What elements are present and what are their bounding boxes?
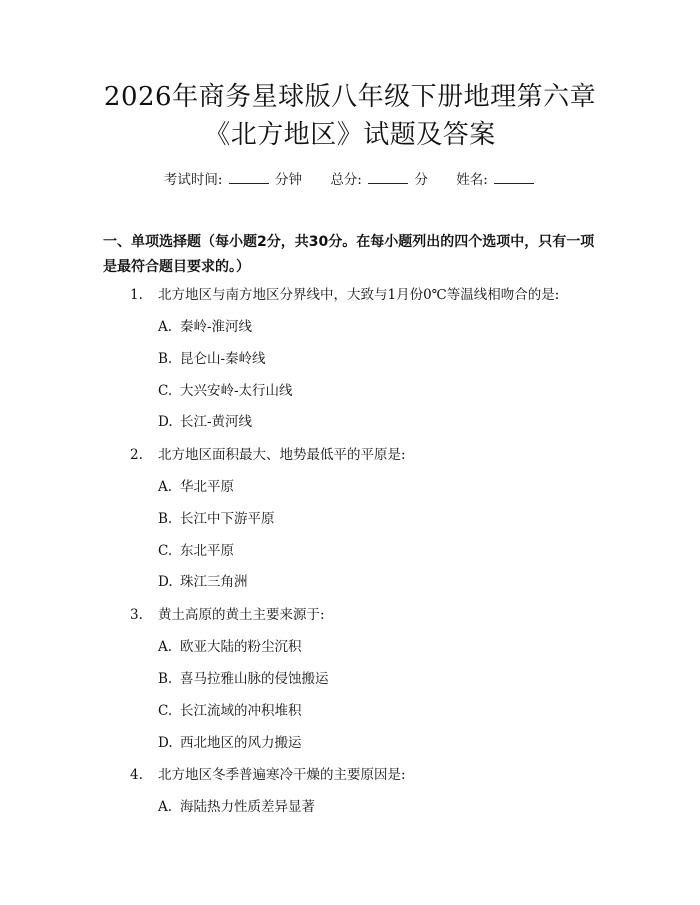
question-3 <box>130 603 325 623</box>
option-3a <box>158 635 302 655</box>
option-text: 大兴安岭-太行山线 <box>180 383 293 399</box>
total-score-field <box>330 172 432 188</box>
exam-time-field <box>164 172 306 188</box>
option-text: 秦岭-淮河线 <box>180 319 253 335</box>
option-1a <box>158 315 252 335</box>
question-number: 1. <box>130 287 143 303</box>
document-title-line1: 2026年商务星球版八年级下册地理第六章 <box>103 82 597 112</box>
question-text: 北方地区面积最大、地势最低平的平原是: <box>158 447 406 463</box>
option-text: 海陆热力性质差异显著 <box>180 799 315 815</box>
option-letter: C. <box>158 383 173 399</box>
option-text: 东北平原 <box>180 543 234 559</box>
question-number: 4. <box>130 767 143 783</box>
exam-time-label: 考试时间: <box>163 172 223 188</box>
option-text: 喜马拉雅山脉的侵蚀搬运 <box>180 671 329 687</box>
option-text: 西北地区的风力搬运 <box>180 735 302 751</box>
option-2a <box>158 475 234 495</box>
total-score-unit: 分 <box>414 172 428 188</box>
option-1b <box>158 347 266 367</box>
option-letter: B. <box>158 511 173 527</box>
option-text: 长江中下游平原 <box>180 511 275 527</box>
exam-time-unit: 分钟 <box>275 172 303 188</box>
option-letter: D. <box>158 414 173 430</box>
section-heading: 一、单项选择题（每小题2分，共30分。在每小题列出的四个选项中，只有一项是最符合题目要求的。） <box>103 234 595 275</box>
option-letter: A. <box>158 479 173 495</box>
option-letter: A. <box>158 319 173 335</box>
question-number: 2. <box>130 447 143 463</box>
option-letter: D. <box>158 735 173 751</box>
option-2c <box>158 539 234 559</box>
question-2 <box>130 443 406 463</box>
option-text: 长江-黄河线 <box>180 414 253 430</box>
option-text: 华北平原 <box>180 479 234 495</box>
option-text: 欧亚大陆的粉尘沉积 <box>180 639 302 655</box>
total-score-blank <box>368 171 408 184</box>
option-letter: A. <box>158 799 173 815</box>
question-text: 北方地区冬季普遍寒冷干燥的主要原因是: <box>158 767 406 783</box>
question-4 <box>130 763 406 783</box>
option-text: 珠江三角洲 <box>180 574 248 590</box>
option-1c <box>158 379 293 399</box>
option-3c <box>158 699 302 719</box>
question-text: 北方地区与南方地区分界线中，大致与1月份0℃等温线相吻合的是: <box>158 287 560 303</box>
option-letter: C. <box>158 543 173 559</box>
document-title-line2: 《北方地区》试题及答案 <box>204 120 496 150</box>
option-1d <box>158 410 252 430</box>
option-2b <box>158 507 275 527</box>
option-letter: D. <box>158 574 173 590</box>
option-3d <box>158 731 302 751</box>
student-name-blank <box>494 171 534 184</box>
option-2d <box>158 570 248 590</box>
option-letter: C. <box>158 703 173 719</box>
total-score-label: 总分: <box>330 172 362 188</box>
exam-time-blank <box>229 171 269 184</box>
question-text: 黄土高原的黄土主要来源于: <box>158 607 325 623</box>
option-4a <box>158 795 315 815</box>
option-letter: B. <box>158 351 173 367</box>
exam-info <box>0 168 700 188</box>
option-letter: A. <box>158 639 173 655</box>
option-letter: B. <box>158 671 173 687</box>
option-3b <box>158 667 329 687</box>
question-1 <box>130 283 559 303</box>
student-name-label: 姓名: <box>456 172 488 188</box>
question-number: 3. <box>130 607 143 623</box>
option-text: 昆仑山-秦岭线 <box>180 351 266 367</box>
student-name-field <box>456 172 536 188</box>
option-text: 长江流域的冲积堆积 <box>180 703 302 719</box>
